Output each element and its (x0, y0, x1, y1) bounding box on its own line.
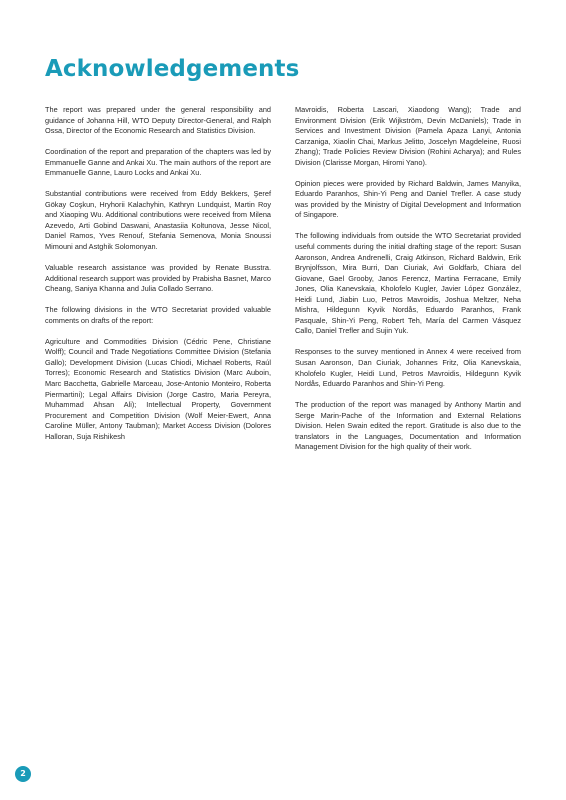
paragraph-production: The production of the report was managed by Anthony Martin and Serge Marin-Pache of the Information and External Relations Division. Helen Swain edited the report. Gratitude is also due to the translators in the Languages, Documentation and Information Management Division for the high quality of their work. (295, 400, 521, 452)
paragraph-divisions-list: Agriculture and Commodities Division (Cédric Pene, Christiane Wolff); Council and Trade Negotiations Committee Division (Stefania Gallo); Development Division (Lucas Chiodi, Michael Roberts, Raúl Torres); Economic Research and Statistics Division (Marc Auboin, Marc Bacchetta, Gabrielle Marceau, Jose-Antonio Monteiro, Roberta Piermartini); Legal Affairs Division (Jorge Castro, Maria Pereyra, Muhammad Ahsan Ali); Intellectual Property, Government Procurement and Competition Division (Wolf Meier-Ewert, Anna Caroline Müller, Antony Taubman); Market Access Division (Dolores Halloran, Suja Rishikesh (45, 336, 271, 441)
left-column (45, 105, 271, 453)
paragraph-survey-responses: Responses to the survey mentioned in Annex 4 were received from Susan Aaronson, Dan Ciuriak, Johannes Fritz, Olia Kanevskaia, Kholofelo Kugler, Heidi Lund, Petros Mavroidis, Hildegunn Kyvik Nordås, Eduardo Paranhos and Shin-Yi Peng. (295, 347, 521, 389)
paragraph-divisions-intro: The following divisions in the WTO Secretariat provided valuable comments on drafts of the report: (45, 305, 271, 325)
page-number-badge: 2 (15, 766, 31, 782)
paragraph-opinion-pieces: Opinion pieces were provided by Richard Baldwin, James Manyika, Eduardo Paranhos, Shin-Yi Peng and Daniel Trefler. A case study was provided by the Ministry of Digital Development and Information of Singapore. (295, 178, 521, 220)
paragraph-substantial-contributions: Substantial contributions were received from Eddy Bekkers, Şeref Gökay Coşkun, Hryhorii Kalachyhin, Kathryn Lundquist, Martin Roy and Xiaoping Wu. Additional contributions were received from Milena Azevedo, Arti Gobind Daswani, Anastasiia Koltunova, Jesse Nicol, Daniel Ramos, Yves Renouf, Stefania Semenova, Monia Snoussi Mimouni and Astghik Solomonyan. (45, 189, 271, 252)
paragraph-divisions-list-continued: Mavroidis, Roberta Lascari, Xiaodong Wang); Trade and Environment Division (Erik Wijkström, Devin McDaniels); Trade in Services and Investment Division (Pamela Apaza Lanyi, Antonia Carzaniga, Xiaolin Chai, Markus Jelitto, Joscelyn Magdeleine, Ruosi Zhang); Trade Policies Review Division (Rohini Acharya); and Rules Division (Clarisse Morgan, Hiromi Yano). (295, 105, 521, 167)
paragraph-research-assistance: Valuable research assistance was provided by Renate Busstra. Additional research support was provided by Prabisha Basnet, Marco Cheang, Saniya Khanna and Julia Collado Serrano. (45, 263, 271, 294)
paragraph-external-reviewers: The following individuals from outside the WTO Secretariat provided useful comments during the initial drafting stage of the report: Susan Aaronson, Andrea Andrenelli, Craig Atkinson, Richard Baldwin, Erik Brynjolfsson, Mira Burri, Dan Ciuriak, Avi Goldfarb, Chiara del Giovane, Gael Grooby, Janos Ferencz, Martina Ferracane, Emily Jones, Olia Kanevskaia, Kholofelo Kugler, Javier López González, Heidi Lund, Jiabin Luo, Petros Mavroidis, Joshua Meltzer, Neha Mishra, Hildegunn Kyvik Nordås, Eduardo Paranhos, Frank Pasquale, Shin-Yi Peng, Robert Teh, María del Carmen Vásquez Callo, Daniel Trefler and Sujin Yuk. (295, 231, 521, 336)
paragraph-coordination: Coordination of the report and preparation of the chapters was led by Emmanuelle Ganne and Ankai Xu. The main authors of the report are Emmanuelle Ganne, Lauro Locks and Ankai Xu. (45, 147, 271, 178)
page-title: Acknowledgements (45, 56, 300, 82)
paragraph-general-responsibility: The report was prepared under the general responsibility and guidance of Johanna Hill, WTO Deputy Director-General, and Ralph Ossa, Director of the Economic Research and Statistics Division. (45, 105, 271, 136)
right-column (295, 105, 521, 463)
